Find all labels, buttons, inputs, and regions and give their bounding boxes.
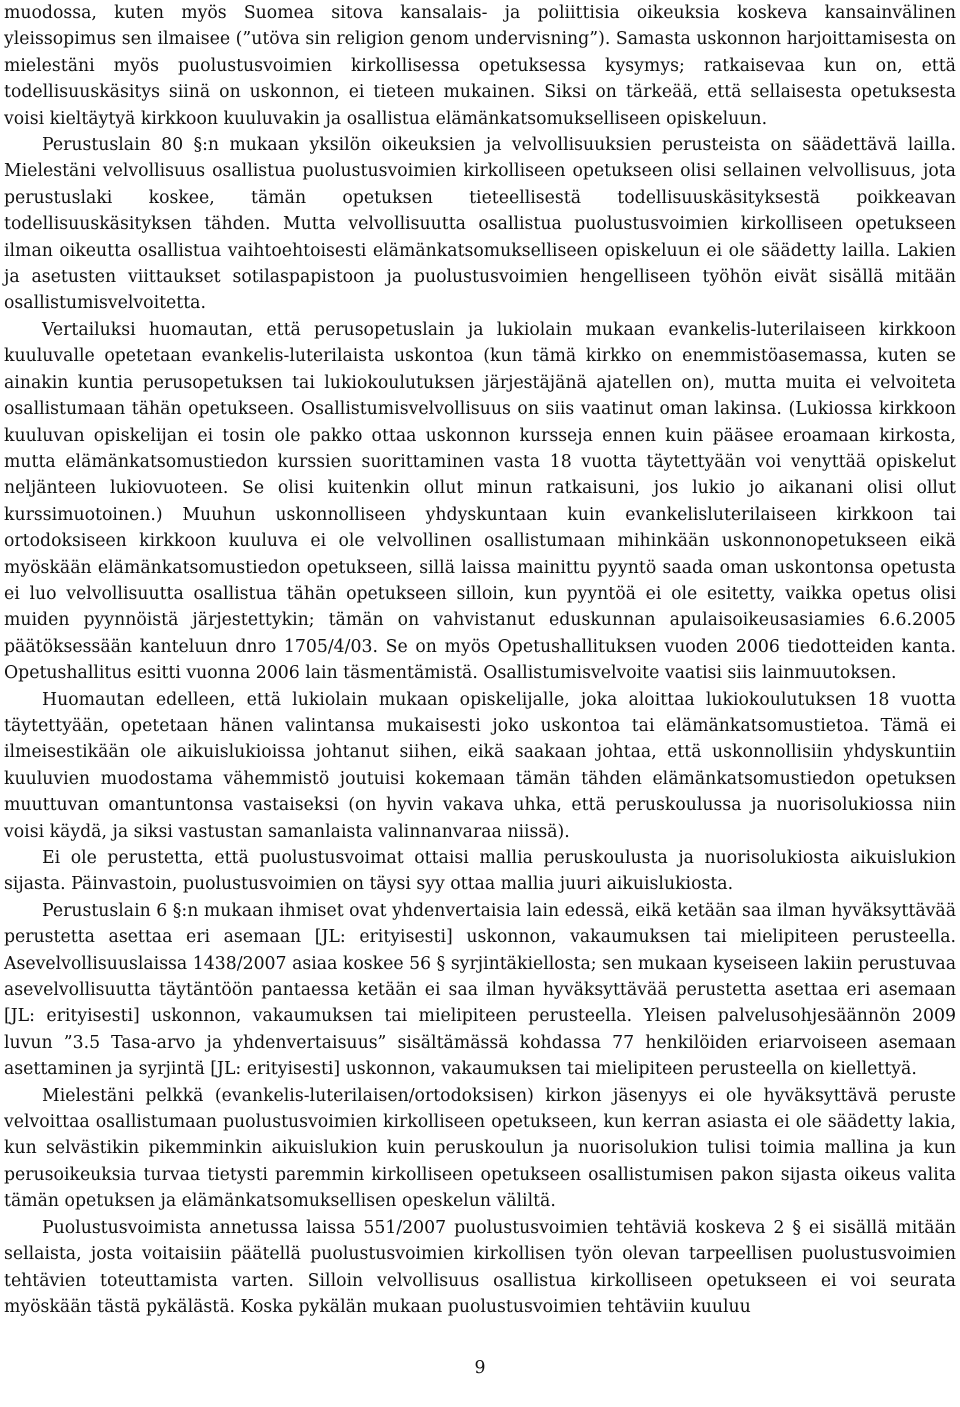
paragraph-1: muodossa, kuten myös Suomea sitova kansalais- ja poliittisia oikeuksia koskeva kansainvälinen yleissopimus sen ilmaisee (”utöva sin religion genom undervisning”). Samasta uskonnon harjoittamisesta on mielestäni myös puolustusvoimien kirkollisessa opetuksessa kysymys; ratkaisevaa kun on, että todellisuuskäsitys siinä on uskonnon, ei tieteen mukainen. Siksi on tärkeää, että sellaisesta opetuksesta voisi kieltäytyä kirkkoon kuuluvakin ja osallistua elämänkatsomukselliseen opiskeluun.	[4, 3, 956, 129]
paragraph-7: Mielestäni pelkkä (evankelis-luterilaisen/ortodoksisen) kirkon jäsenyys ei ole hyväksyttävä peruste velvoittaa osallistumaan puolustusvoimien kirkolliseen opetukseen, kun kerran asiasta ei ole säädetty lakia, kun selvästikin pikemminkin aikuislukion kuin peruskoulun ja nuorisolukion tulisi toimia mallina ja kun perusoikeuksia turvaa tietysti paremmin kirkolliseen opetukseen osallistumisen pakon sijasta oikeus valita tämän opetuksen ja elämänkatsomuksellisen opeskelun väliltä.	[4, 1085, 956, 1212]
document-body	[4, 0, 956, 1320]
paragraph-5: Ei ole perustetta, että puolustusvoimat ottaisi mallia peruskoulusta ja nuorisolukiosta aikuislukion sijasta. Päinvastoin, puolustusvoimien on täysi syy ottaa mallia juuri aikuislukiosta.	[4, 848, 956, 895]
paragraph-2: Perustuslain 80 §:n mukaan yksilön oikeuksien ja velvollisuuksien perusteista on säädettävä lailla. Mielestäni velvollisuus osallistua puolustusvoimien kirkolliseen opetukseen olisi sellainen velvollisuus, jota perustuslaki koskee, tämän opetuksen tieteellisestä todellisuuskäsityksestä poikkeavan todellisuuskäsityksen tähden. Mutta velvollisuutta osallistua puolustusvoimien kirkolliseen opetukseen ilman oikeutta osallistua vaihtoehtoisesti elämänkatsomukselliseen opiskeluun ei ole säädetty lailla. Lakien ja asetusten viittaukset sotilaspapistoon ja puolustusvoimien hengelliseen työhön eivät sisällä mitään osallistumisvelvoitetta.	[4, 135, 956, 314]
paragraph-8: Puolustusvoimista annetussa laissa 551/2007 puolustusvoimien tehtäviä koskeva 2 § ei sisällä mitään sellaista, josta voitaisiin päätellä puolustusvoimien kirkollisen työn olevan tarpeellisen puolustusvoimien tehtävien toteuttamista varten. Silloin velvollisuus osallistua kirkolliseen opetukseen ei voi seurata myöskään tästä pykälästä. Koska pykälän mukaan puolustusvoimien tehtäviin kuuluu	[4, 1217, 956, 1317]
paragraph-4: Huomautan edelleen, että lukiolain mukaan opiskelijalle, joka aloittaa lukiokoulutuksen 18 vuotta täytettyään, opetetaan hänen valintansa mukaisesti joko uskontoa tai elämänkatsomustietoa. Tämä ei ilmeisestikään ole aikuislukioissa johtanut siihen, eikä saakaan johtaa, että uskonnollisiin yhdyskuntiin kuuluvien muodostama vähemmistö joutuisi kokemaan tämän tähden elämänkatsomustiedon opetuksen muuttuvan omantuntonsa vastaiseksi (on hyvin vakava uhka, että peruskoulussa ja nuorisolukiossa niin voisi käydä, ja siksi vastustan samanlaista valinnanvaraa niissä).	[4, 689, 956, 842]
paragraph-6: Perustuslain 6 §:n mukaan ihmiset ovat yhdenvertaisia lain edessä, eikä ketään saa ilman hyväksyttävää perustetta asettaa eri asemaan [JL: erityisesti] uskonnon, vakaumuksen tai mielipiteen perusteella. Asevelvollisuuslaissa 1438/2007 asiaa koskee 56 § syrjintäkiellosta; sen mukaan kyseiseen lakiin perustuvaa asevelvollisuutta täytäntöön pantaessa ketään ei saa ilman hyväksyttävää perustetta asettaa eri asemaan [JL: erityisesti] uskonnon, vakaumuksen tai mielipiteen perusteella. Yleisen palvelusohjesäännön 2009 luvun ”3.5 Tasa-arvo ja yhdenvertaisuus” sisältämässä kohdassa 77 henkilöiden eriarvoiseen asemaan asettaminen ja syrjintä [JL: erityisesti] uskonnon, vakaumuksen tai mielipiteen perusteella on kiellettyä.	[4, 900, 956, 1080]
paragraph-3: Vertailuksi huomautan, että perusopetuslain ja lukiolain mukaan evankelis-luterilaiseen kirkkoon kuuluvalle opetetaan evankelis-luterilaista uskontoa (kun tämä kirkko on enemmistöasemassa, kuten se ainakin kuntia perusopetuksen tai lukiokoulutuksen järjestäjänä ajatellen on), mutta muita ei velvoiteta osallistumaan tähän opetukseen. Osallistumisvelvollisuus on siis vaatinut oman lakinsa. (Lukiossa kirkkoon kuuluvan opiskelijan ei tosin ole pakko ottaa uskonnon kursseja ennen kuin pääsee eroamaan kirkosta, mutta elämänkatsomustiedon kurssien suorittaminen vasta 18 vuotta täytettyään voi venyttää opiskelut neljänteen lukiovuoteen. Se olisi kuitenkin ollut minun ratkaisuni, jos lukio jo aikanani olisi ollut kurssimuotoinen.) Muuhun uskonnolliseen yhdyskuntaan kuin evankelisluterilaiseen kirkkoon tai ortodoksiseen kirkkoon kuuluva ei ole velvollinen osallistumaan mihinkään uskonnonopetukseen eikä myöskään elämänkatsomustiedon opetukseen, sillä laissa mainittu pyyntö saada oman uskontonsa opetusta ei luo velvollisuutta osallistua tähän opetukseen silloin, kun pyyntöä ei ole esitetty, vaikka opetus olisi muiden pyynnöistä järjestettykin; tämän on vahvistanut eduskunnan apulaisoikeusasiamies 6.6.2005 päätöksessään kanteluun dnro 1705/4/03. Se on myös Opetushallituksen vuoden 2006 tiedotteiden kanta. Opetushallitus esitti vuonna 2006 lain täsmentämistä. Osallistumisvelvoite vaatisi siis lainmuutoksen.	[4, 319, 956, 684]
page-number: 9	[474, 1358, 486, 1378]
